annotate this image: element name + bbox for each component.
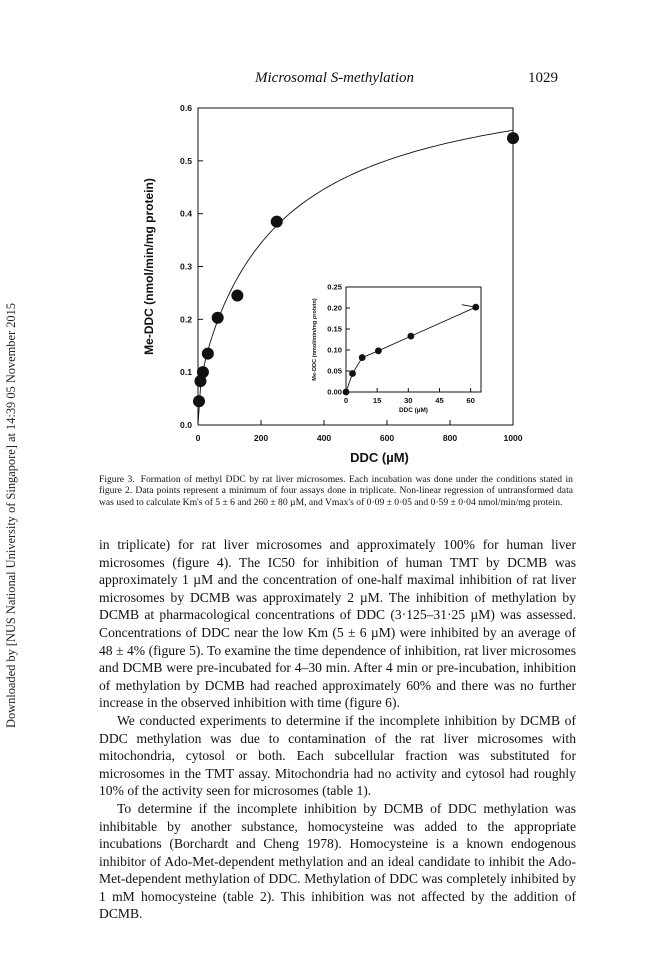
- x-tick-label: 400: [316, 433, 332, 443]
- y-tick-label: 0.4: [180, 208, 192, 219]
- page-number: 1029: [528, 70, 558, 86]
- inset-data-point: [375, 347, 382, 354]
- paragraph-3: To determine if the incomplete inhibition by DCMB of DDC methylation was inhibitable by another substance, homocysteine was added to the appropriate incubations (Borchardt and Cheng 1978). Homocysteine is a known endogenous inhibitor of Ado-Met-dependent methylation and an ideal candidate to inhibit the Ado-Met-dependent methylation of DDC. Methylation of DDC was completely inhibited by 1 mM homocysteine (table 2). This inhibition was not affected by the addition of DCMB.: [99, 800, 576, 922]
- y-tick-label: 0.5: [180, 155, 192, 166]
- x-tick-label: 1000: [503, 433, 523, 443]
- inset-data-point: [359, 354, 366, 361]
- inset-x-tick-label: 30: [404, 396, 413, 405]
- data-point: [231, 290, 243, 302]
- inset-data-point: [349, 370, 356, 377]
- figure-caption: [99, 474, 573, 508]
- inset-plot-frame: [346, 287, 481, 392]
- figure-caption-label: Figure 3.: [99, 474, 135, 485]
- inset-y-axis-label: Me-DDC (nmol/min/mg protein): [312, 298, 318, 381]
- inset-data-point: [472, 304, 479, 311]
- inset-data-point: [343, 389, 350, 396]
- y-tick-label: 0.0: [180, 420, 192, 431]
- inset-y-tick-label: 0.25: [327, 282, 342, 292]
- inset-data-point: [408, 333, 415, 340]
- inset-y-tick-label: 0.20: [327, 303, 342, 313]
- download-notice: Downloaded by [NUS National University of Singapore] at 14:39 05 November 2015: [4, 303, 18, 728]
- running-title: Microsomal S-methylation: [255, 70, 415, 86]
- inset-x-axis-label: DDC (µM): [399, 407, 428, 414]
- y-axis-label: Me-DDC (nmol/min/mg protein): [142, 178, 156, 355]
- inset-x-tick-label: 0: [343, 396, 349, 405]
- y-tick-label: 0.6: [180, 103, 192, 114]
- data-point: [197, 366, 209, 378]
- body-text: [99, 536, 576, 923]
- inset-x-tick-label: 45: [435, 396, 444, 405]
- inset-y-tick-label: 0.05: [327, 366, 342, 376]
- plot-frame: [198, 108, 513, 425]
- inset-y-tick-label: 0.10: [327, 345, 342, 355]
- data-point: [202, 348, 214, 360]
- inset-y-tick-label: 0.15: [327, 324, 342, 334]
- data-point: [507, 132, 519, 144]
- paragraph-1: in triplicate) for rat liver microsomes and approximately 100% for human liver microsomes (figure 4). The IC50 for inhibition of human TMT by DCMB was approximately 1 µM and the concentration of one-half maximal inhibition of rat liver microsomes by DCMB was approximately 2 µM. The inhibition of methylation by DCMB at pharmacological concentrations of DDC (3·125–31·25 µM) was assessed. Concentrations of DDC near the low Km (5 ± 6 µM) were inhibited by an average of 48 ± 4% (figure 5). To examine the time dependence of inhibition, rat liver microsomes and DCMB were pre-incubated for 4–30 min. After 4 min or pre-incubation, inhibition of methylation by DCMB had reached approximately 60% and there was no further increase in the observed inhibition with time (figure 6).: [99, 537, 576, 711]
- x-tick-label: 600: [379, 433, 395, 443]
- x-tick-label: 200: [253, 433, 269, 443]
- data-point: [193, 395, 205, 407]
- y-tick-label: 0.1: [180, 367, 192, 378]
- inset-fit-curve: [346, 305, 476, 392]
- inset-x-tick-label: 60: [466, 396, 475, 405]
- inset-chart: [312, 283, 481, 414]
- y-tick-label: 0.3: [180, 261, 192, 272]
- data-point: [271, 216, 283, 228]
- inset-x-tick-label: 15: [372, 396, 382, 405]
- x-tick-label: 800: [442, 433, 458, 443]
- paragraph-2: We conducted experiments to determine if the incomplete inhibition by DCMB of DDC methylation was due to contamination of the rat liver microsomes with mitochondria, cytosol or both. Each subcellular fraction was substituted for microsomes in the TMT assay. Mitochondria had no activity and cytosol had roughly 10% of the activity seen for microsomes (table 1).: [99, 712, 576, 799]
- data-point: [212, 312, 224, 324]
- figure-caption-text: Formation of methyl DDC by rat liver microsomes. Each incubation was done under the conditions stated in figure 2. Data points represent a minimum of four assays done in triplicate. Non-linear regression of untransformed data was used to calculate Km's of 5 ± 6 and 260 ± 80 µM, and Vmax's of 0·09 ± 0·05 and 0·59 ± 0·04 nmol/min/mg protein.: [99, 474, 573, 508]
- x-tick-label: 0: [195, 433, 201, 443]
- inset-y-tick-label: 0.00: [327, 387, 342, 397]
- y-tick-label: 0.2: [180, 314, 192, 325]
- x-axis-label: DDC (µM): [350, 450, 409, 465]
- fit-curve: [198, 130, 513, 425]
